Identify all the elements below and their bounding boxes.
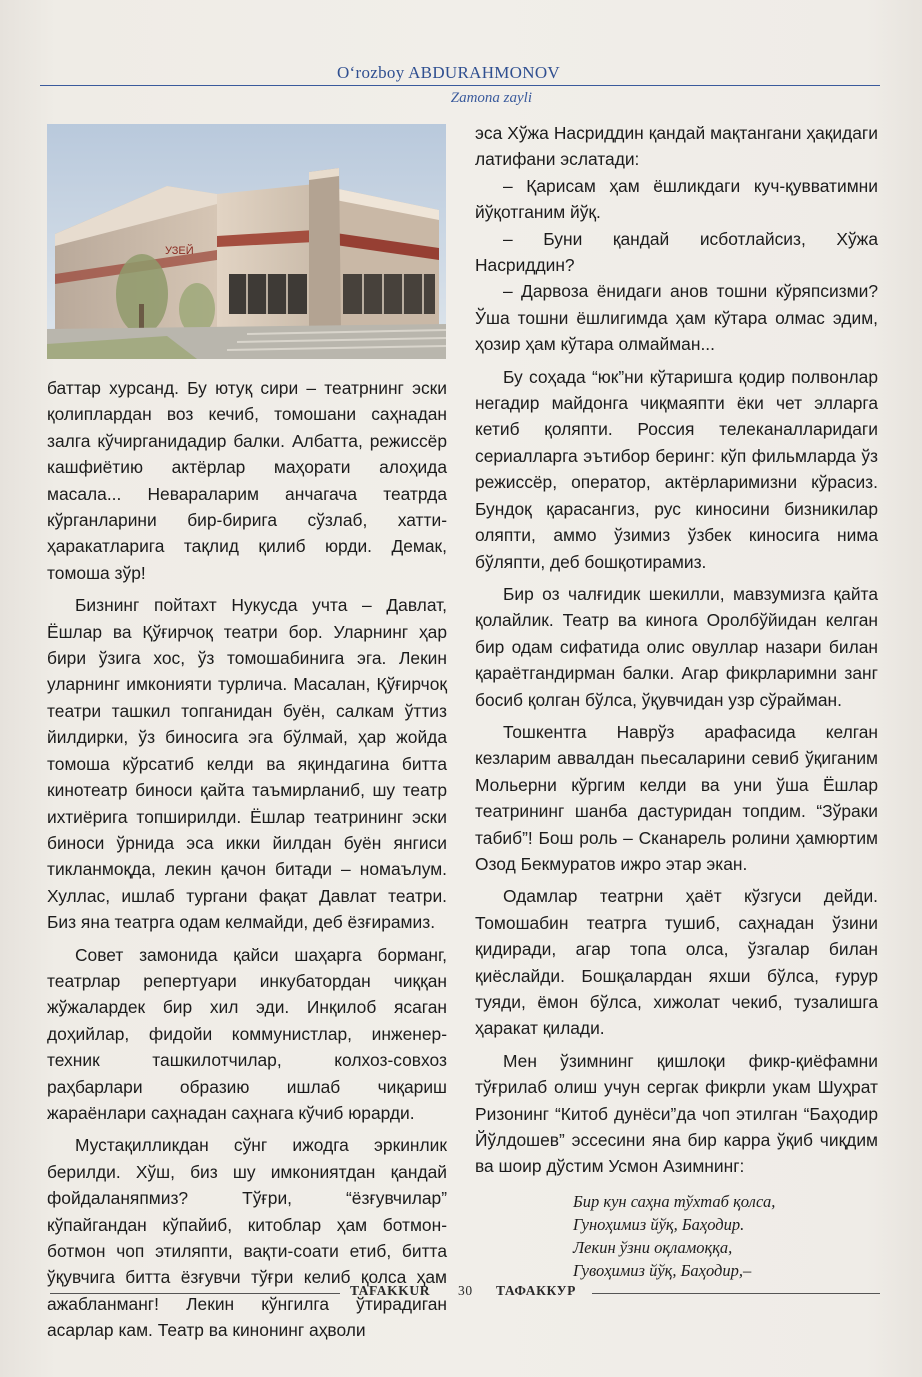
paragraph: Бу соҳада “юк”ни кўтаришга қодир полвонлар негадир майдонга чиқмаяпти ёки чет элларга кетиб қоляпти. Россия телеканалларидаги сериалларга эътибор беринг: кўп фильмларда ўз режиссёр, оператор, актёрларимизни кўрасиз. Бундоқ қарасангиз, рус киносини бизникилар оляпти, аммо ўзимиз ўзбек киносига нима бўляпти, деб бошқотирамиз. <box>475 366 878 572</box>
header-rule <box>40 85 880 86</box>
poem-line: Лекин ўзни оқламоққа, <box>573 1237 733 1257</box>
poem-line: Бир кун саҳна тўхтаб қолса, <box>573 1191 776 1211</box>
poem-quote <box>475 1190 878 1282</box>
footer-rule-right <box>592 1293 880 1294</box>
paragraph: Мустақилликдан сўнг ижодга эркинлик берилди. Хўш, биз шу имкониятдан қандай фойдаланяпмиз? Тўғри, “ёзғувчилар” кўпайгандан кўпайиб, китоблар ҳам ботмон-ботмон чоп этиляпти, вақти-соати етиб, битта ўқувчига битта ёзғувчи тўғри келиб қолса ҳам ажабланманг! Лекин кўнгилга ўтирадиган асарлар кам. Театр ва кинонинг аҳволи <box>47 1135 447 1341</box>
poem-line: Гувоҳимиз йўқ, Баҳодир,– <box>573 1260 752 1280</box>
paragraph: Бир оз чалғидик шекилли, мавзумизга қайта қолайлик. Театр ва кинога Оролбўйидан келган бир одам сифатида олис овуллар назари билан қараётгандирман балки. Агар фикрларимни занг босиб қолган бўлса, ўқувчидан узр сўрайман. <box>475 583 878 710</box>
footer-rule-left <box>50 1293 340 1294</box>
paragraph: эса Хўжа Насриддин қандай мақтангани ҳақидаги латифани эслатади: <box>475 123 878 170</box>
right-column <box>475 120 878 1282</box>
theatre-building-photo <box>47 124 446 359</box>
page-footer <box>50 1279 880 1309</box>
dialogue-line: – Дарвоза ёнидаги анов тошни кўряпсизми? Ўша тошни ёшлигимда ҳам кўтара олмас эдим, ҳозир ҳам кўтара олмайман... <box>475 281 878 355</box>
section-title: Zamona zayli <box>450 90 532 106</box>
paragraph: баттар хурсанд. Бу ютуқ сири – театрнинг эски қолиплардан воз кечиб, томошани саҳнадан залга кўчирганидадир балки. Албатта, режиссёр кашфиётию актёрлар маҳорати алоҳида масала... Невараларим анчагача театрда кўрганларини бир-бирига сўзлаб, хатти-ҳаракатларига тақлид қилиб юрди. Демак, томоша зўр! <box>47 378 447 583</box>
paragraph: Совет замонида қайси шаҳарга борманг, театрлар репертуари инкубатордан чиққан жўжалардек бир хил эди. Инқилоб ясаган доҳийлар, фидойи коммунистлар, инженер-техник ташкилотчилар, колхоз-совхоз раҳбарлари образию ишлаб чиқариш жараёнлари саҳнадан саҳнага кўчиб юрарди. <box>47 944 447 1123</box>
paragraph: Бизнинг пойтахт Нукусда учта – Давлат, Ёшлар ва Қўғирчоқ театри бор. Уларнинг ҳар бири ўзига хос, ўз томошабинига эга. Лекин уларнинг имконияти турлича. Масалан, Қўғирчоқ театри ташкил топганидан буён, салкам ўттиз йилдирки, ўз биносига эга бўлмай, ҳар жойда томоша кўрсатиб келди ва яқиндагина битта кинотеатр биноси қайта таъмирланиб, шу театр ихтиёрига топширилди. Ёшлар театрининг эски биноси ўрнида эса икки йилдан буён янгиси тикланмоқда, лекин қачон битади – номаълум. Хуллас, ишлаб тургани фақат Давлат театри. Биз яна театрга одам келмайди, деб ёзғирамиз. <box>47 595 447 933</box>
dialogue-line: – Буни қандай исботлайсиз, Хўжа Насриддин? <box>475 228 878 276</box>
paragraph: Одамлар театрни ҳаёт кўзгуси дейди. Томошабин театрга тушиб, саҳнадан ўзини қидиради, агар топа олса, ўзгалар билан қиёслайди. Бошқалардан яхши бўлса, ғурур туяди, ёмон бўлса, хижолат чекиб, тузалишга ҳаракат қилади. <box>475 886 878 1039</box>
dialogue-line: – Қарисам ҳам ёшликдаги куч-қувватимни йўқотганим йўқ. <box>475 175 878 223</box>
paragraph: Тошкентга Наврўз арафасида келган кезларим аввалдан пьесаларини севиб ўқиганим Мольерни кўргим келди ва уни ўша Ёшлар театрининг шанба дастуридан топдим. “Зўраки табиб”! Бош роль – Сканарель ролини ҳамюртим Озод Бекмуратов ижро этар экан. <box>475 721 878 874</box>
page-header <box>40 62 880 108</box>
footer-magazine-cyrillic: ТАФАККУР <box>496 1283 576 1298</box>
left-column <box>47 375 447 1344</box>
footer-magazine-latin: TAFAKKUR <box>350 1283 431 1298</box>
author-name: O‘rozboy ABDURAHMONOV <box>336 63 560 82</box>
paragraph: Мен ўзимнинг қишлоқи фикр-қиёфамни тўғрилаб олиш учун сергак фикрли укам Шуҳрат Ризонинг “Китоб дунёси”да чоп этилган “Баҳодир Йўлдошев” эссесини яна бир карра ўқиб чиқдим ва шоир дўстим Усмон Азимнинг: <box>475 1050 878 1177</box>
page-number: 30 <box>458 1283 473 1298</box>
poem-line: Гуноҳимиз йўқ, Баҳодир. <box>573 1214 745 1234</box>
building-illustration <box>47 124 446 359</box>
building-sign: УЗЕЙ <box>165 245 194 257</box>
